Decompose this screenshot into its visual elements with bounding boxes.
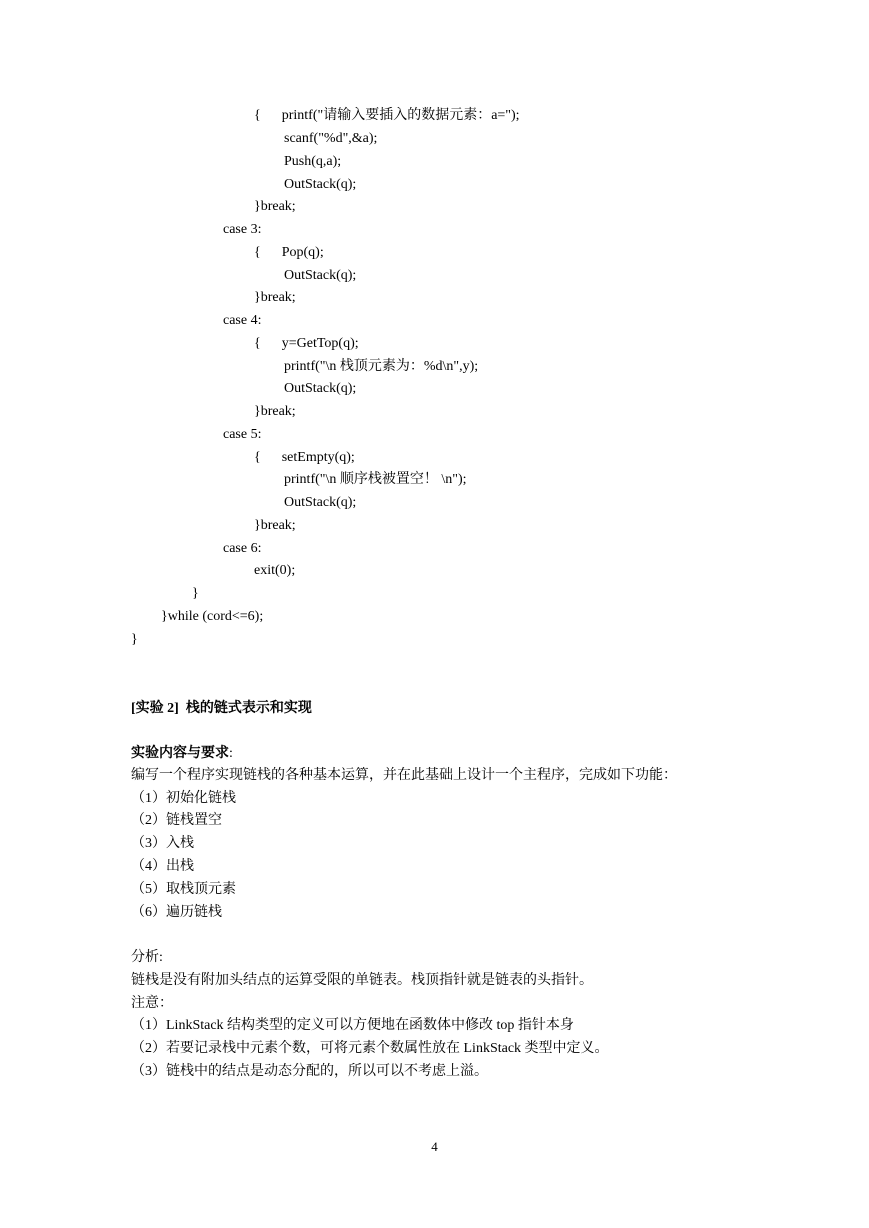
analysis-label: 分析:: [131, 950, 163, 965]
note-label: 注意：: [131, 996, 173, 1011]
code-line: }break;: [254, 290, 296, 305]
section-heading: [实验 2] 栈的链式表示和实现: [131, 701, 312, 716]
code-line: }while (cord<=6);: [161, 609, 264, 624]
requirements-colon: :: [229, 746, 233, 761]
requirements-title: 实验内容与要求: [131, 746, 229, 761]
list-item: （6）遍历链栈: [131, 905, 222, 920]
note-item: （1）LinkStack 结构类型的定义可以方便地在函数体中修改 top 指针本身: [131, 1018, 574, 1033]
list-item: （2）链栈置空: [131, 813, 222, 828]
code-line: { Pop(q);: [254, 245, 324, 260]
code-line: case 3:: [223, 222, 262, 237]
code-line: scanf("%d",&a);: [284, 131, 378, 146]
code-line: { setEmpty(q);: [254, 450, 355, 465]
code-line: OutStack(q);: [284, 495, 357, 510]
list-item: （4）出栈: [131, 859, 194, 874]
code-line: OutStack(q);: [284, 381, 357, 396]
code-line: { y=GetTop(q);: [254, 336, 359, 351]
code-line: }break;: [254, 199, 296, 214]
page-number: 4: [431, 1139, 438, 1154]
code-line: OutStack(q);: [284, 268, 357, 283]
code-line: printf("\n 顺序栈被置空！ \n");: [284, 472, 467, 487]
note-item: （3）链栈中的结点是动态分配的，所以可以不考虑上溢。: [131, 1064, 488, 1079]
code-line: case 4:: [223, 313, 262, 328]
code-line: case 5:: [223, 427, 262, 442]
code-line: }: [192, 586, 199, 601]
list-item: （5）取栈顶元素: [131, 882, 236, 897]
code-line: Push(q,a);: [284, 154, 342, 169]
code-line: { printf("请输入要插入的数据元素：a=");: [254, 108, 520, 123]
code-line: OutStack(q);: [284, 177, 357, 192]
code-line: }break;: [254, 518, 296, 533]
analysis-text: 链栈是没有附加头结点的运算受限的单链表。栈顶指针就是链表的头指针。: [131, 973, 593, 988]
code-line: exit(0);: [254, 563, 296, 578]
requirements-intro: 编写一个程序实现链栈的各种基本运算，并在此基础上设计一个主程序，完成如下功能：: [131, 768, 677, 783]
code-line: printf("\n 栈顶元素为：%d\n",y);: [284, 359, 479, 374]
code-line: }: [131, 632, 138, 647]
list-item: （3）入栈: [131, 836, 194, 851]
list-item: （1）初始化链栈: [131, 791, 236, 806]
note-item: （2）若要记录栈中元素个数，可将元素个数属性放在 LinkStack 类型中定义。: [131, 1041, 609, 1056]
code-line: case 6:: [223, 541, 262, 556]
code-line: }break;: [254, 404, 296, 419]
requirements-title-line: [131, 743, 233, 765]
